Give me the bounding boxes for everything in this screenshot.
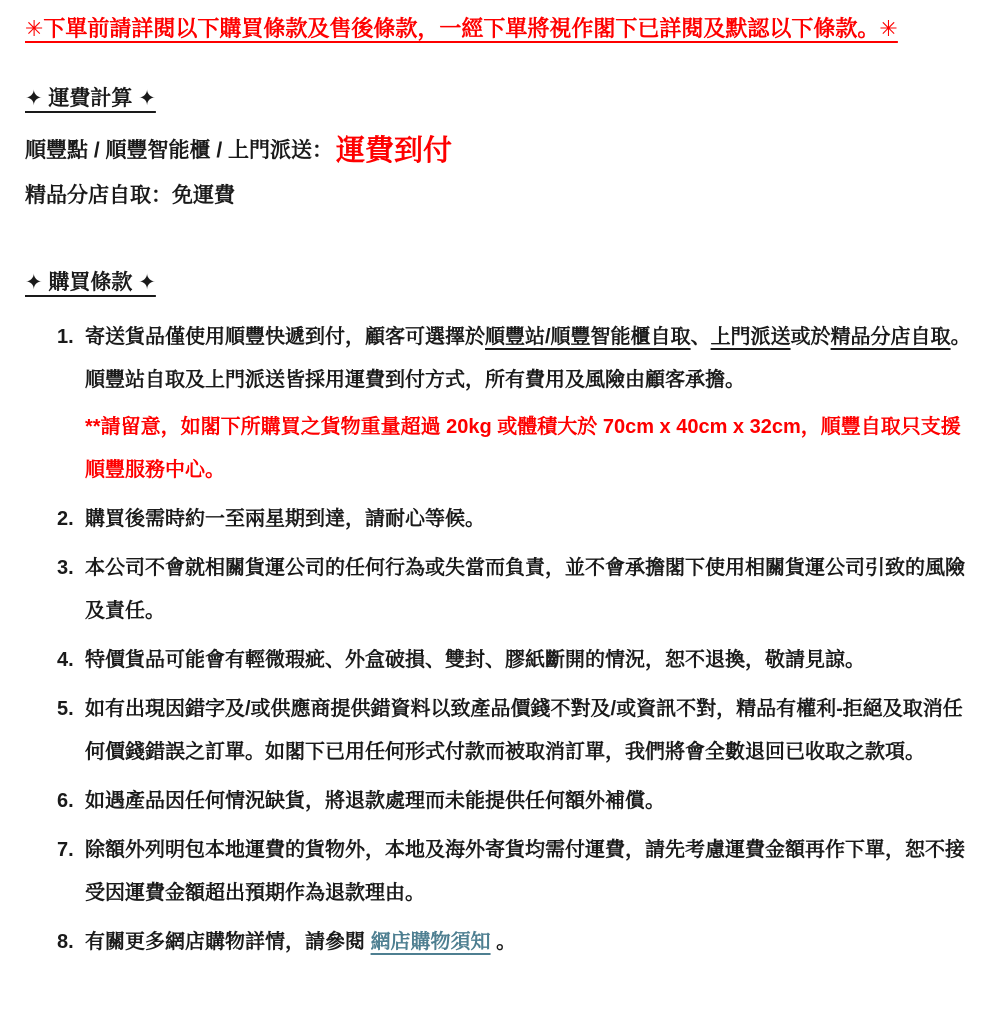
term-item-8 [25, 921, 973, 964]
term-item-8-body [85, 921, 973, 964]
item-number: 3. [57, 557, 74, 579]
term-item-7 [25, 829, 973, 915]
term-item-5-text: 如有出現因錯字及/或供應商提供錯資料以致產品價錢不對及/或資訊不對，精品有權利-拒絕及取消任何價錢錯誤之訂單。如閣下已用任何形式付款而被取消訂單，我們將會全數退回已收取之款項。 [85, 698, 963, 763]
store-shopping-guide-link[interactable]: 網店購物須知 [370, 931, 491, 953]
term-item-6-body [85, 780, 973, 823]
home-delivery-text: 上門派送 [710, 326, 791, 348]
terms-list [25, 316, 973, 964]
term-text: 有關更多網店購物詳情，請參閱 [85, 931, 371, 953]
term-text: 。 [490, 931, 517, 953]
terms-section-heading: ✦ 購買條款 ✦ [25, 271, 156, 294]
term-item-3-body [85, 547, 973, 633]
item-number: 4. [57, 649, 74, 671]
weight-limit-note: **請留意，如閣下所購買之貨物重量超過 20kg 或體積大於 70cm x 40cm x 32cm，順豐自取只支援順豐服務中心。 [85, 416, 961, 481]
shipping-section [25, 86, 973, 112]
sf-station-pickup-text: 順豐站/順豐智能櫃自取 [485, 326, 691, 348]
item-number: 1. [57, 326, 74, 348]
term-item-2 [25, 498, 973, 541]
item-number: 7. [57, 839, 74, 861]
term-text: 。順豐站自取及上門派送皆採用運費到付方式，所有費用及風險由顧客承擔。 [85, 326, 971, 391]
item-number: 2. [57, 508, 74, 530]
term-text: 或於 [790, 326, 831, 348]
term-item-1 [25, 316, 973, 492]
term-item-3-text: 本公司不會就相關貨運公司的任何行為或失當而負責，並不會承擔閣下使用相關貨運公司引致的風險及責任。 [85, 557, 965, 622]
terms-section [25, 270, 973, 296]
term-item-4-text: 特價貨品可能會有輕微瑕疵、外盒破損、雙封、膠紙斷開的情況，恕不退換，敬請見諒。 [85, 649, 865, 671]
term-item-7-text: 除額外列明包本地運費的貨物外，本地及海外寄貨均需付運費，請先考慮運費金額再作下單，恕不接受因運費金額超出預期作為退款理由。 [85, 839, 965, 904]
term-item-1-text [85, 316, 973, 402]
term-item-1-body [85, 316, 973, 492]
item-number: 5. [57, 698, 74, 720]
term-item-2-body [85, 498, 973, 541]
shipping-options-line [25, 134, 973, 168]
term-item-3 [25, 547, 973, 633]
term-item-7-body [85, 829, 973, 915]
store-pickup-line: 精品分店自取：免運費 [25, 184, 235, 207]
term-item-5-body [85, 688, 973, 774]
term-item-2-text: 購買後需時約一至兩星期到達，請耐心等候。 [85, 508, 485, 530]
item-number: 6. [57, 790, 74, 812]
term-item-6-text: 如遇產品因任何情況缺貨，將退款處理而未能提供任何額外補償。 [85, 790, 665, 812]
item-number: 8. [57, 931, 74, 953]
term-text: 寄送貨品僅使用順豐快遞到付，顧客可選擇於 [85, 326, 485, 348]
freight-collect-value: 運費到付 [336, 135, 453, 167]
shipping-methods-label: 順豐點 / 順豐智能櫃 / 上門派送： [25, 139, 334, 162]
pre-order-notice: ✳下單前請詳閱以下購買條款及售後條款，一經下單將視作閣下已詳閱及默認以下條款。✳ [25, 16, 898, 41]
term-item-5 [25, 688, 973, 774]
term-text: 、 [690, 326, 711, 348]
term-item-4 [25, 639, 973, 682]
store-pickup-text: 精品分店自取 [830, 326, 951, 348]
shipping-section-heading: ✦ 運費計算 ✦ [25, 87, 156, 110]
term-item-4-body [85, 639, 973, 682]
term-item-8-text [85, 921, 973, 964]
term-item-6 [25, 780, 973, 823]
